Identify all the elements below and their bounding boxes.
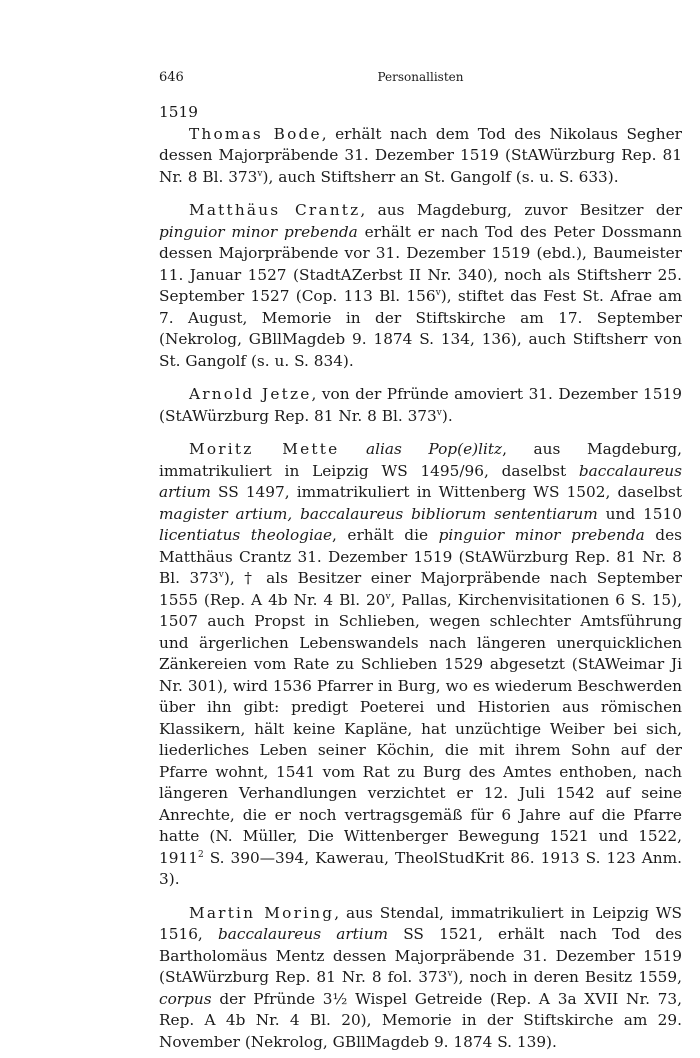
entry-text: ), noch in deren Besitz 1559, [452,968,682,986]
entry-matthaeus-crantz [159,200,682,372]
entry-text: und 1510 [597,504,682,523]
running-head [159,70,682,90]
entry-latin: pinguior minor prebenda [159,222,358,241]
entry-martin-moring [159,903,682,1054]
entry-text: , aus Magdeburg, immatrikuliert in Leipzig WS 1495/96, daselbst [159,440,682,480]
entry-text: ), auch Stiftsherr an St. Gangolf (s. u. S. 633). [262,167,619,186]
entry-text: , von der Pfründe amoviert 31. Dezember 1519 (StAWürzburg Rep. 81 Nr. 8 Bl. 373 [159,385,682,425]
superscript: v [385,591,391,602]
superscript: 2 [197,849,204,860]
entry-text: S. 390—394, Kawerau, TheolStudKrit 86. 1913 S. 123 Anm. 3). [159,848,682,888]
entry-text: , aus Stendal, immatrikuliert in Leipzig WS 1516, [159,903,683,943]
superscript: v [447,968,453,979]
entry-text: , erhält die [332,526,439,544]
entry-text: SS 1521, erhält nach Tod des Bartholomäus Mentz dessen Majorpräbende 31. Dezember 1519 (StAWürzburg Rep. 81 Nr. 8 fol. 373 [159,925,683,986]
superscript: v [218,569,224,580]
entry-moritz-mette [159,439,682,891]
superscript: v [435,287,441,298]
page-number: 646 [159,70,184,85]
entry-name: Arnold Jetze [189,385,312,403]
entry-name: Martin Moring [189,903,335,922]
entry-text: , erhält nach dem Tod des Nikolaus Segher dessen Majorpräbende 31. Dezember 1519 (StAWürzburg Rep. 81 Nr. 8 Bl. 373 [159,124,682,186]
entry-latin: corpus [159,989,212,1008]
entry-latin: pinguior minor prebenda [438,526,645,544]
entry-text: ). [441,406,453,425]
entry-text: ), stiftet das Fest St. Afrae am 7. August, Memorie in der Stiftskirche am 17. September (Nekrolog, GBllMagdeb 9. 1874 S. 134, 136), auch Stiftsherr von St. Gangolf (s. u. S. 834). [159,287,683,370]
entry-latin: alias Pop(e)litz [365,440,503,458]
entry-text: der Pfründe 3½ Wispel Getreide (Rep. A 3a XVII Nr. 73, Rep. A 4b Nr. 4 Bl. 20), Memorie in der Stiftskirche am 29. November (Nekrolog, GBllMagdeb 9. 1874 S. 139). [159,989,682,1051]
entry-name: Moritz Mette [189,440,340,458]
entry-name: Matthäus Crantz [189,201,361,219]
entry-text [339,440,366,458]
entry-text: des Matthäus Crantz 31. Dezember 1519 (StAWürzburg Rep. 81 Nr. 8 Bl. 373 [159,526,682,587]
superscript: v [257,168,263,179]
running-title: Personallisten [377,70,464,84]
superscript: v [436,407,442,418]
body-text [159,102,682,1053]
entry-thomas-bode [159,124,682,189]
entry-text: , Pallas, Kirchenvisitationen 6 S. 15), 1507 auch Propst in Schlieben, wegen schlechter Amtsführung und ärgerlichen Lebenswandels nach längeren unerquicklichen Zänkereien vom Rate zu Schlieben 1529 abgesetzt (StAWeimar Ji Nr. 301), wird 1536 Pfarrer in Burg, wo es wiederum Beschwerden über ihn gibt: predigt Poeterei und Historien aus römischen Klassikern, hält keine Kapläne, hat unzüchtige Weiber bei sich, liederliches Leben seiner Köchin, die mit ihrem Sohn auf der Pfarre wohnt, 1541 vom Rat zu Burg des Amtes enthoben, nach längeren Verhandlungen verzichtet er 12. Juli 1542 auf seine Anrechte, die er noch vertragsgemäß für 6 Jahre auf die Pfarre hatte (N. Müller, Die Wittenberger Bewegung 1521 und 1522, 1911 [159,590,682,867]
entry-latin: baccalaureus artium [217,925,389,943]
entry-text: , aus Magdeburg, zuvor Besitzer der [360,201,683,219]
entry-latin: licentiatus theologiae [159,526,333,544]
entry-text: ), † als Besitzer einer Majorpräbende nach September 1555 (Rep. A 4b Nr. 4 Bl. 20 [159,569,682,609]
entry-name: Thomas Bode [189,124,322,143]
entry-text: SS 1497, immatrikuliert in Wittenberg WS 1502, daselbst [210,483,682,501]
year-heading: 1519 [159,103,198,121]
entry-latin: magister artium, baccalaureus bibliorum sententiarum [159,504,598,523]
entry-latin: baccalaureus artium [159,461,682,501]
entry-arnold-jetze [159,384,682,427]
entry-text: erhält er nach Tod des Peter Dossmann dessen Majorpräbende vor 31. Dezember 1519 (ebd.), Baumeister 11. Januar 1527 (StadtAZerbst II Nr. 340), noch als Stiftsherr 25. September 1527 (Cop. 113 Bl. 156 [159,222,682,305]
